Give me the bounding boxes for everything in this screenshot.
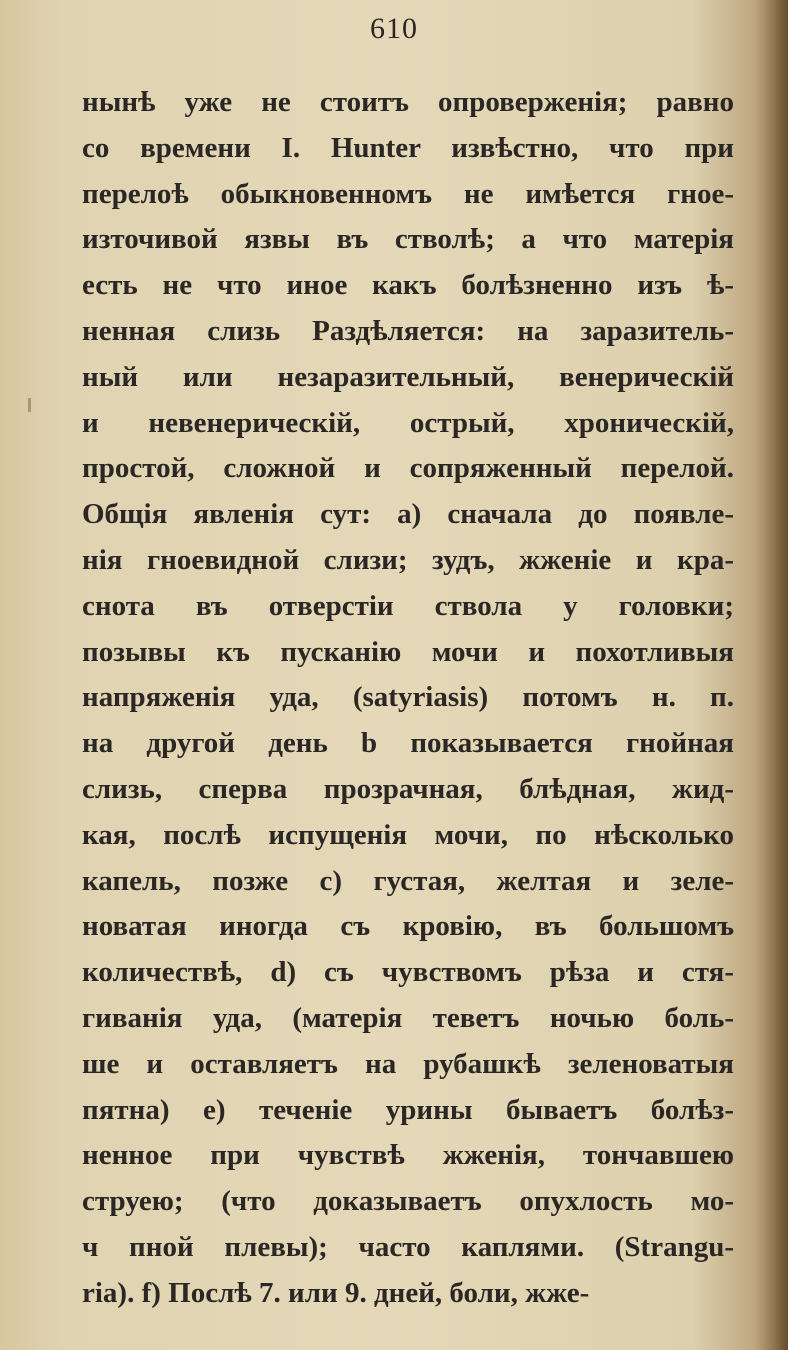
text-line: со времени I. Hunter извѣстно, что при [82,131,734,164]
text-line: източивой язвы въ стволѣ; а что матерія [82,223,734,256]
text-line: капель, позже с) густая, желтая и зеле- [82,864,734,897]
text-line: нія гноевидной слизи; зудъ, жженіе и кра- [82,543,734,576]
text-line: струею; (что доказываетъ опухлость мо- [82,1185,734,1218]
text-line: простой, сложной и сопряженный перелой. [82,452,734,485]
text-line: новатая иногда съ кровію, въ большомъ [82,910,734,943]
text-line: снота въ отверстіи ствола у головки; [82,589,734,622]
text-line: перелоѣ обыкновенномъ не имѣется гное- [82,177,734,210]
text-line: ч пной плевы); часто каплями. (Strangu- [82,1230,734,1263]
text-line: ный или незаразительный, венерическій [82,360,734,393]
text-line: ria). f) Послѣ 7. или 9. дней, боли, жже- [82,1276,590,1309]
margin-mark [28,398,31,412]
text-line: напряженія уда, (satyriasis) потомъ н. п. [82,681,734,714]
binding-shadow [754,0,788,1350]
text-line: ненная слизь Раздѣляется: на заразитель- [82,314,734,347]
text-line: слизь, сперва прозрачная, блѣдная, жид- [82,772,734,805]
text-line: пятна) е) теченіе урины бываетъ болѣз- [82,1093,734,1126]
text-line: нынѣ уже не стоитъ опроверженія; равно [82,86,734,118]
text-line: ненное при чувствѣ жженія, тончавшею [82,1139,734,1172]
text-line: кая, послѣ испущенія мочи, по нѣсколько [82,818,734,851]
text-line: позывы къ пусканію мочи и похотливыя [82,635,734,668]
page-number: 610 [370,12,418,45]
text-line: гиванія уда, (матерія теветъ ночью боль- [82,1001,734,1034]
text-line: и невенерическій, острый, хроническій, [82,406,734,439]
body-text [82,80,734,1317]
text-line: ше и оставляетъ на рубашкѣ зеленоватыя [82,1047,734,1080]
text-line: Общія явленія сут: а) сначала до появле- [82,498,734,531]
text-line: есть не что иное какъ болѣзненно изъ ѣ- [82,269,734,302]
text-line: количествѣ, d) съ чувствомъ рѣза и стя- [82,956,734,989]
text-line: на другой день b показывается гнойная [82,727,734,760]
